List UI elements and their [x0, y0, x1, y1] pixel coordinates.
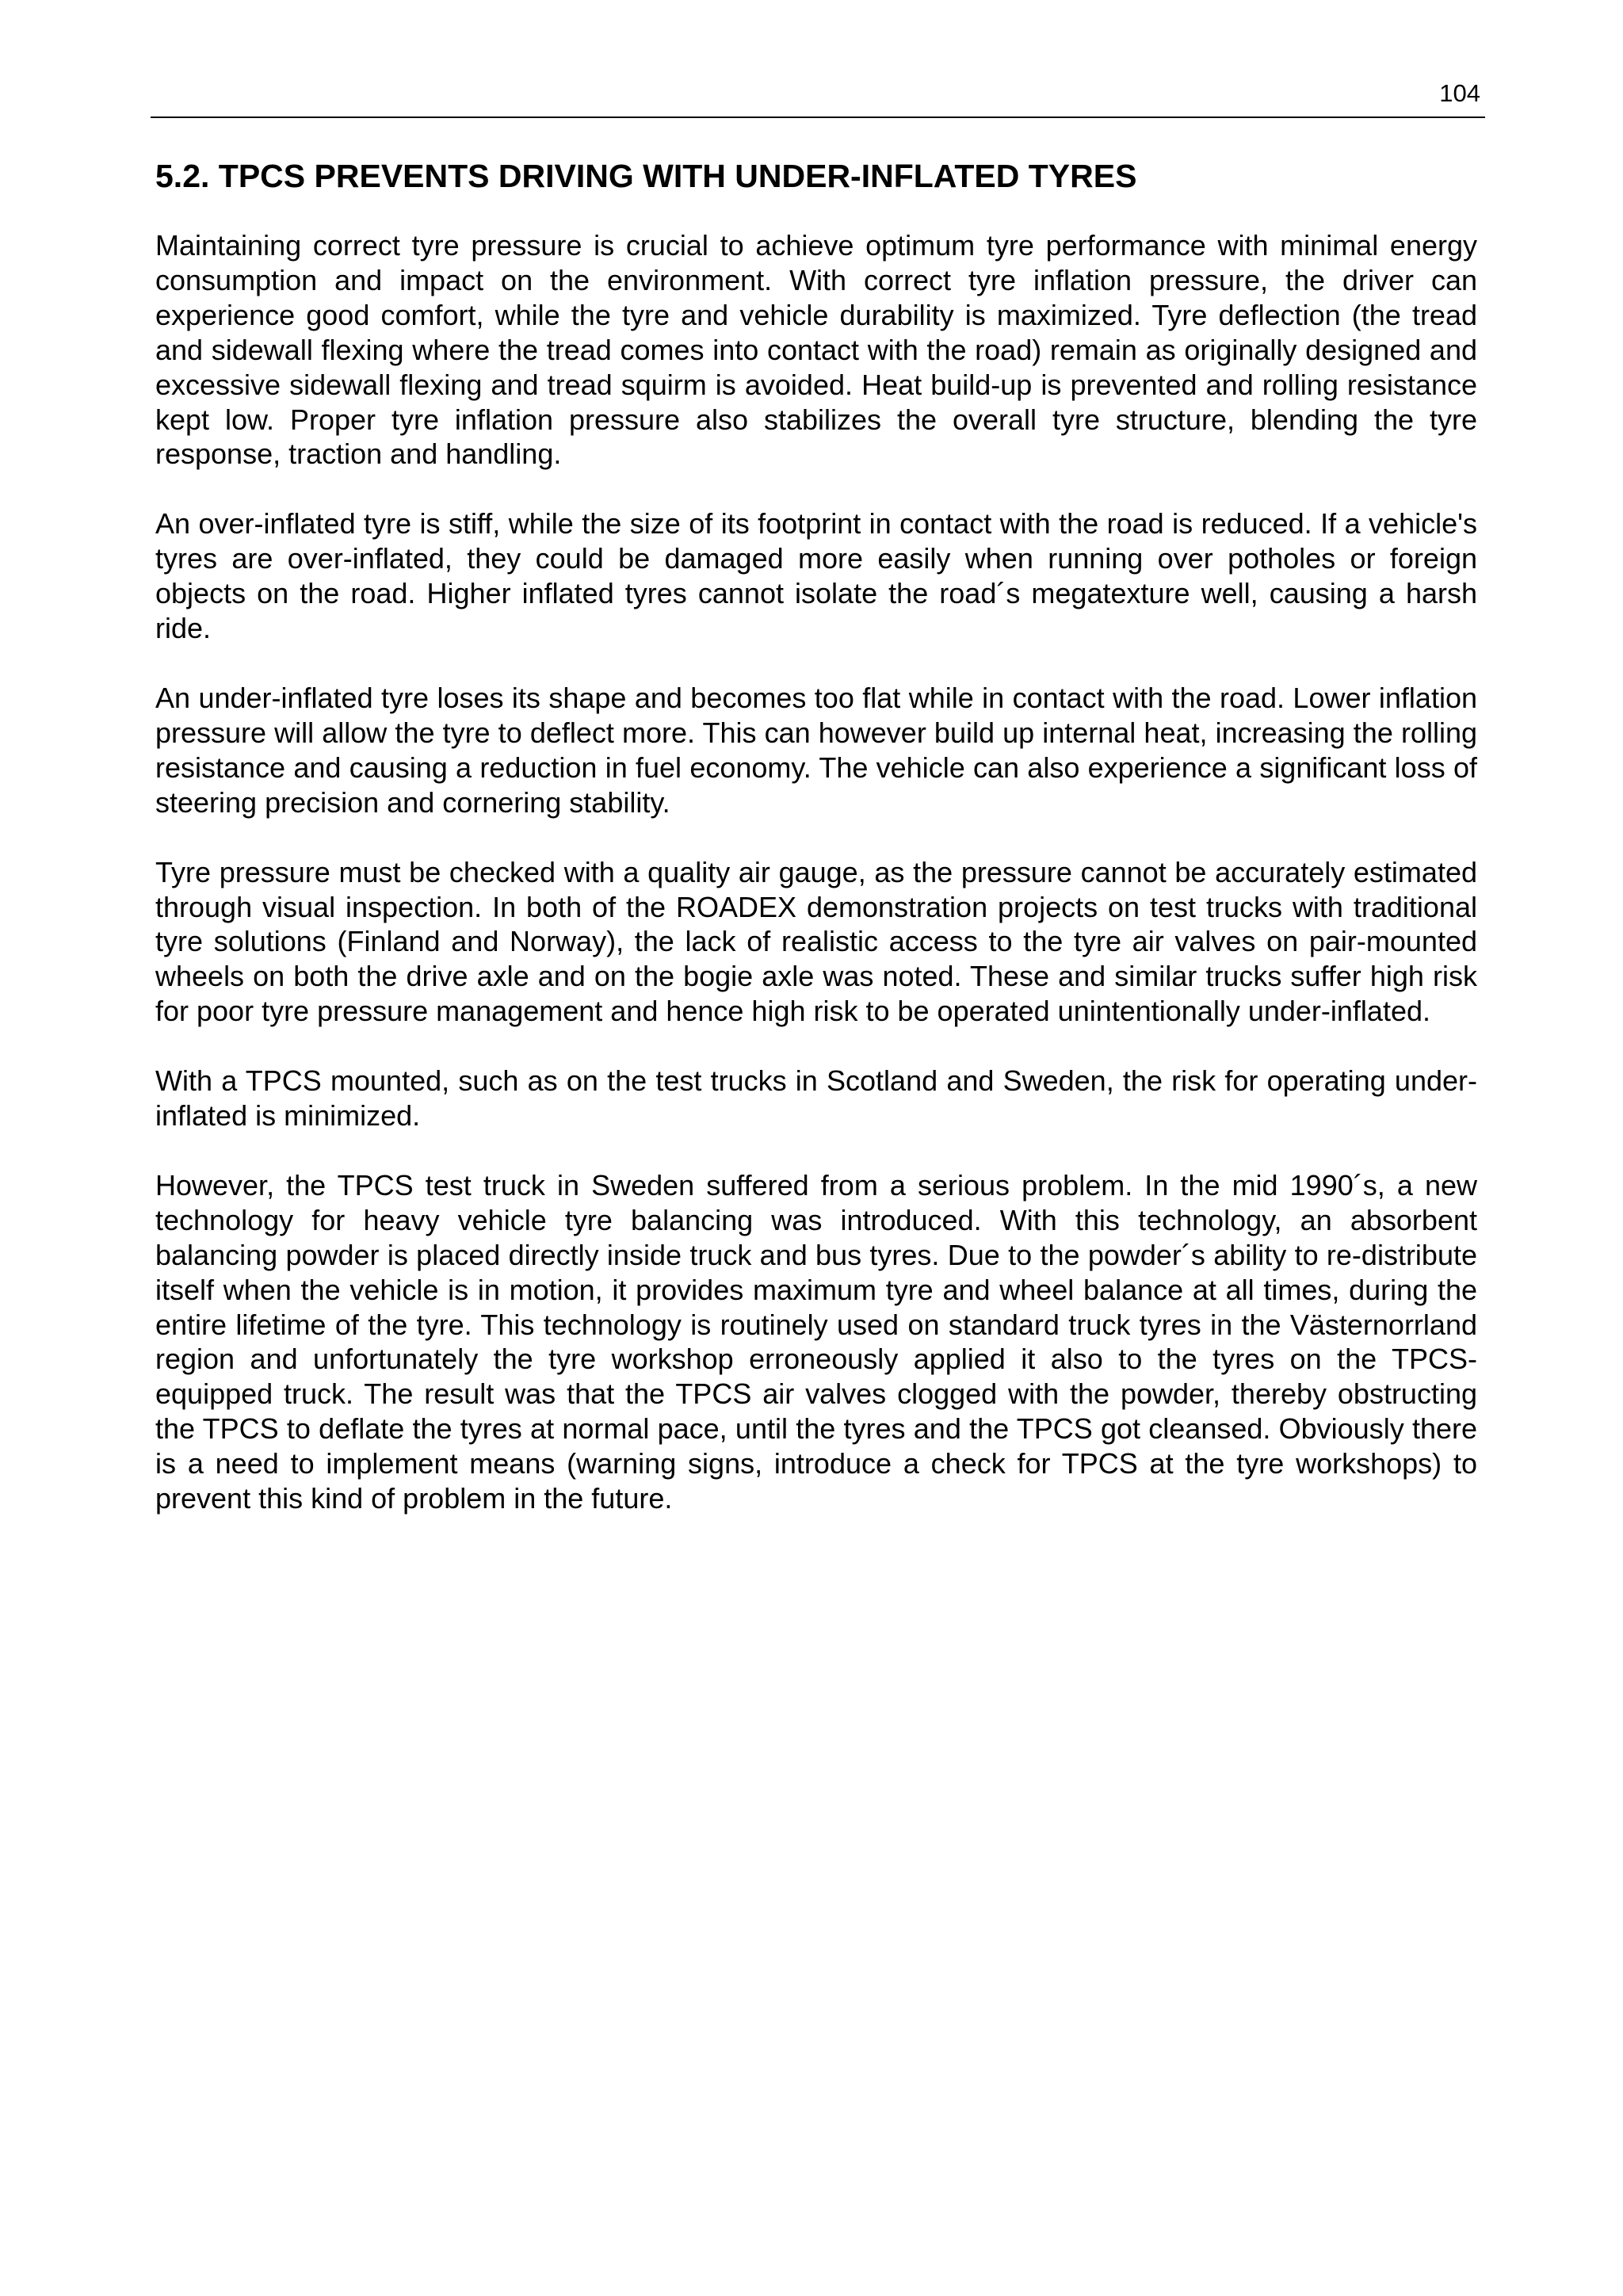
page-number: 104 — [1439, 79, 1480, 107]
paragraph-tpcs-mounted: With a TPCS mounted, such as on the test trucks in Scotland and Sweden, the risk for operating under-inflated is minimized. — [155, 1064, 1477, 1133]
section-title: 5.2. TPCS PREVENTS DRIVING WITH UNDER-INFLATED TYRES — [155, 158, 1137, 194]
header-rule — [151, 117, 1485, 118]
paragraph-pressure-check: Tyre pressure must be checked with a quality air gauge, as the pressure cannot be accurately estimated through visual inspection. In both of the ROADEX demonstration projects on test trucks with traditional tyre solutions (Finland and Norway), the lack of realistic access to the tyre air valves on pair-mounted wheels on both the drive axle and on the bogie axle was noted. These and similar trucks suffer high risk for poor tyre pressure management and hence high risk to be operated unintentionally under-inflated. — [155, 855, 1477, 1028]
page-content — [155, 154, 1477, 1551]
paragraph-sweden-problem: However, the TPCS test truck in Sweden suffered from a serious problem. In the mid 1990´s, a new technology for heavy vehicle tyre balancing was introduced. With this technology, an absorbent balancing powder is placed directly inside truck and bus tyres. Due to the powder´s ability to re-distribute itself when the vehicle is in motion, it provides maximum tyre and wheel balance at all times, during the entire lifetime of the tyre. This technology is routinely used on standard truck tyres in the Västernorrland region and unfortunately the tyre workshop erroneously applied it also to the tyres on the TPCS-equipped truck. The result was that the TPCS air valves clogged with the powder, thereby obstructing the TPCS to deflate the tyres at normal pace, until the tyres and the TPCS got cleansed. Obviously there is a need to implement means (warning signs, introduce a check for TPCS at the tyre workshops) to prevent this kind of problem in the future. — [155, 1168, 1477, 1515]
paragraph-under-inflated: An under-inflated tyre loses its shape and becomes too flat while in contact with the road. Lower inflation pressure will allow the tyre to deflect more. This can however build up internal heat, increasing the rolling resistance and causing a reduction in fuel economy. The vehicle can also experience a significant loss of steering precision and cornering stability. — [155, 681, 1477, 819]
paragraph-over-inflated: An over-inflated tyre is stiff, while the size of its footprint in contact with the road is reduced. If a vehicle's tyres are over-inflated, they could be damaged more easily when running over potholes or foreign objects on the road. Higher inflated tyres cannot isolate the road´s megatexture well, causing a harsh ride. — [155, 507, 1477, 645]
paragraph-tyre-pressure: Maintaining correct tyre pressure is crucial to achieve optimum tyre performance with minimal energy consumption and impact on the environment. With correct tyre inflation pressure, the driver can experience good comfort, while the tyre and vehicle durability is maximized. Tyre deflection (the tread and sidewall flexing where the tread comes into contact with the road) remain as originally designed and excessive sidewall flexing and tread squirm is avoided. Heat build-up is prevented and rolling resistance kept low. Proper tyre inflation pressure also stabilizes the overall tyre structure, blending the tyre response, traction and handling. — [155, 229, 1477, 471]
